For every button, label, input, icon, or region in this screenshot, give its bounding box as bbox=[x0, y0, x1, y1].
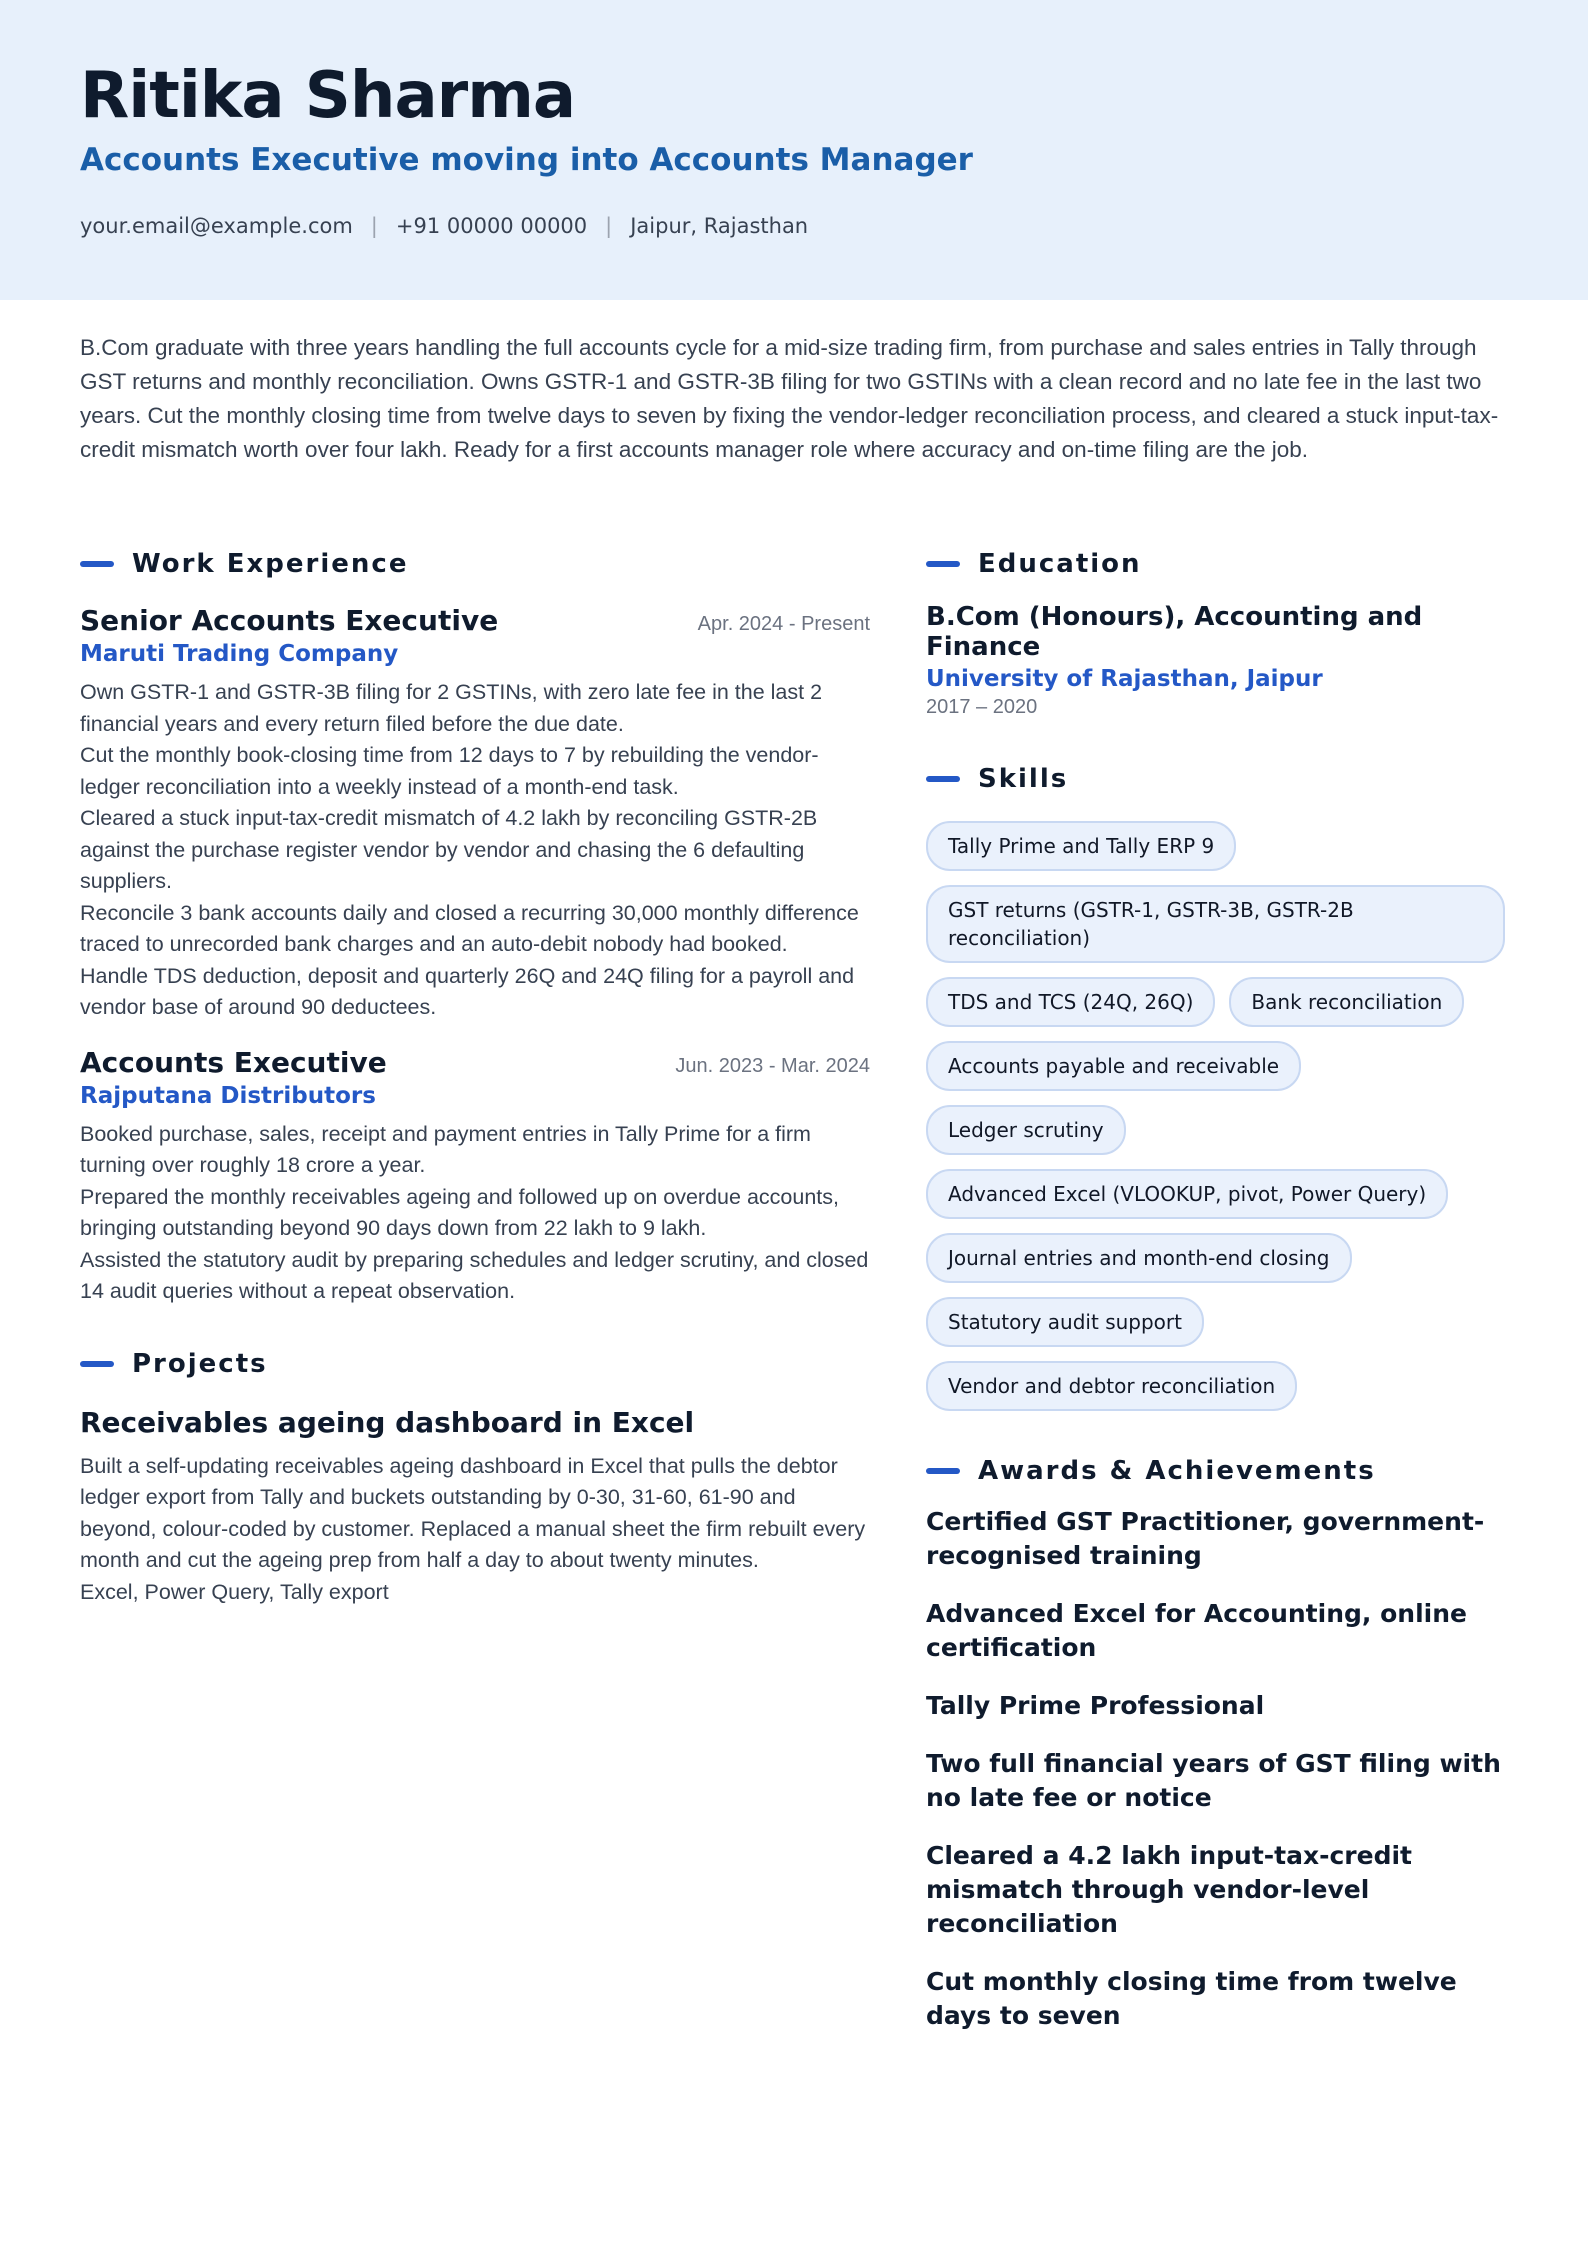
section-title-education bbox=[926, 546, 1511, 582]
skill-chip: GST returns (GSTR-1, GSTR-3B, GSTR-2B reconciliation) bbox=[926, 885, 1505, 963]
project-title: Receivables ageing dashboard in Excel bbox=[80, 1405, 695, 1439]
job-bullet: Cut the monthly book-closing time from 12 days to 7 by rebuilding the vendor-ledger reconciliation into a weekly instead of a month-end task. bbox=[80, 743, 819, 799]
contact-phone[interactable]: +91 00000 00000 bbox=[395, 214, 588, 238]
job-company: Maruti Trading Company bbox=[80, 641, 399, 667]
contact-separator: | bbox=[605, 214, 613, 238]
candidate-headline: Accounts Executive moving into Accounts Manager bbox=[80, 142, 973, 178]
skill-chip: Accounts payable and receivable bbox=[926, 1041, 1301, 1091]
job-bullet: Handle TDS deduction, deposit and quarterly 26Q and 24Q filing for a payroll and vendor base of around 90 deductees. bbox=[80, 963, 855, 1019]
contact-separator: | bbox=[370, 214, 378, 238]
job-dates: Apr. 2024 - Present bbox=[697, 613, 870, 635]
section-accent-bar bbox=[80, 561, 114, 567]
skill-chip: TDS and TCS (24Q, 26Q) bbox=[926, 977, 1215, 1027]
section-title-text: Work Experience bbox=[132, 549, 409, 579]
project-entry bbox=[80, 1406, 870, 1609]
contact-location: Jaipur, Rajasthan bbox=[630, 214, 809, 238]
skill-chip: Bank reconciliation bbox=[1229, 977, 1464, 1027]
profile-summary: B.Com graduate with three years handling the full accounts cycle for a mid-size trading firm, from purchase and sales entries in Tally through GST returns and monthly reconciliation. Owns GSTR-1 and GSTR-3B filing for two GSTINs with a clean record and no late fee in the last two years. Cut the monthly closing time from twelve days to seven by fixing the vendor-ledger reconciliation process, and cleared a stuck input-tax-credit mismatch worth over four lakh. Ready for a first accounts manager role where accuracy and on-time filing are the job. bbox=[80, 335, 1499, 462]
award-item: Certified GST Practitioner, government-recognised training bbox=[926, 1507, 1485, 1570]
award-item: Cut monthly closing time from twelve days to seven bbox=[926, 1967, 1457, 2030]
job-dates: Jun. 2023 - Mar. 2024 bbox=[675, 1054, 870, 1077]
awards-list bbox=[926, 1505, 1511, 2033]
job-bullet: Booked purchase, sales, receipt and payment entries in Tally Prime for a firm turning over roughly 18 crore a year. bbox=[80, 1121, 811, 1177]
job-bullet: Assisted the statutory audit by preparing schedules and ledger scrutiny, and closed 14 audit queries without a repeat observation. bbox=[80, 1247, 869, 1303]
education-degree: B.Com (Honours), Accounting and Finance bbox=[926, 602, 1423, 662]
skill-chip: Journal entries and month-end closing bbox=[926, 1233, 1352, 1283]
section-accent-bar bbox=[80, 1361, 114, 1367]
award-item: Tally Prime Professional bbox=[926, 1691, 1265, 1720]
skills-list bbox=[926, 821, 1511, 1411]
left-column bbox=[80, 546, 870, 1608]
skill-chip: Statutory audit support bbox=[926, 1297, 1204, 1347]
contact-line bbox=[80, 214, 808, 238]
section-title-work bbox=[80, 546, 870, 582]
job-title: Senior Accounts Executive bbox=[80, 604, 499, 637]
candidate-name: Ritika Sharma bbox=[80, 59, 576, 133]
skill-chip: Ledger scrutiny bbox=[926, 1105, 1126, 1155]
section-title-text: Skills bbox=[978, 764, 1069, 794]
section-accent-bar bbox=[926, 776, 960, 782]
section-title-projects bbox=[80, 1346, 870, 1382]
job-header bbox=[80, 1046, 870, 1079]
skill-chip: Vendor and debtor reconciliation bbox=[926, 1361, 1297, 1411]
project-summary: Built a self-updating receivables ageing dashboard in Excel that pulls the debtor ledger export from Tally and buckets outstanding by 0-30, 31-60, 61-90 and beyond, colour-coded by customer. Replaced a manual sheet the firm rebuilt every month and cut the ageing prep from half a day to about twenty minutes. bbox=[80, 1453, 866, 1572]
section-title-text: Awards & Achievements bbox=[978, 1456, 1376, 1486]
job-bullets bbox=[80, 1119, 870, 1308]
education-school: University of Rajasthan, Jaipur bbox=[926, 666, 1323, 692]
section-title-skills bbox=[926, 761, 1511, 797]
job-company: Rajputana Distributors bbox=[80, 1082, 376, 1109]
section-accent-bar bbox=[926, 561, 960, 567]
award-item: Advanced Excel for Accounting, online certification bbox=[926, 1599, 1467, 1662]
section-accent-bar bbox=[926, 1468, 960, 1474]
resume-header bbox=[0, 0, 1588, 300]
section-title-text: Education bbox=[978, 549, 1142, 579]
job-title: Accounts Executive bbox=[80, 1045, 387, 1079]
project-tools: Excel, Power Query, Tally export bbox=[80, 1579, 389, 1604]
job-bullets bbox=[80, 677, 870, 1024]
job-entry bbox=[80, 604, 870, 1024]
job-header bbox=[80, 604, 870, 637]
job-bullet: Prepared the monthly receivables ageing and followed up on overdue accounts, bringing outstanding beyond 90 days down from 22 lakh to 9 lakh. bbox=[80, 1184, 839, 1240]
skill-chip: Advanced Excel (VLOOKUP, pivot, Power Query) bbox=[926, 1169, 1448, 1219]
award-item: Two full financial years of GST filing with no late fee or notice bbox=[926, 1749, 1501, 1812]
section-title-awards bbox=[926, 1453, 1511, 1489]
job-bullet: Reconcile 3 bank accounts daily and closed a recurring 30,000 monthly difference traced to unrecorded bank charges and an auto-debit nobody had booked. bbox=[80, 900, 859, 956]
skill-chip: Tally Prime and Tally ERP 9 bbox=[926, 821, 1236, 871]
section-title-text: Projects bbox=[132, 1348, 268, 1379]
education-years: 2017 – 2020 bbox=[926, 696, 1038, 718]
right-column bbox=[926, 546, 1511, 2033]
award-item: Cleared a 4.2 lakh input-tax-credit mismatch through vendor-level reconciliation bbox=[926, 1841, 1412, 1938]
job-bullet: Cleared a stuck input-tax-credit mismatch of 4.2 lakh by reconciling GSTR-2B against the purchase register vendor by vendor and chasing the 6 defaulting suppliers. bbox=[80, 806, 818, 893]
contact-email[interactable]: your.email@example.com bbox=[80, 214, 353, 238]
job-bullet: Own GSTR-1 and GSTR-3B filing for 2 GSTINs, with zero late fee in the last 2 financial years and every return filed before the due date. bbox=[80, 680, 823, 736]
job-entry bbox=[80, 1046, 870, 1308]
project-description bbox=[80, 1451, 870, 1609]
